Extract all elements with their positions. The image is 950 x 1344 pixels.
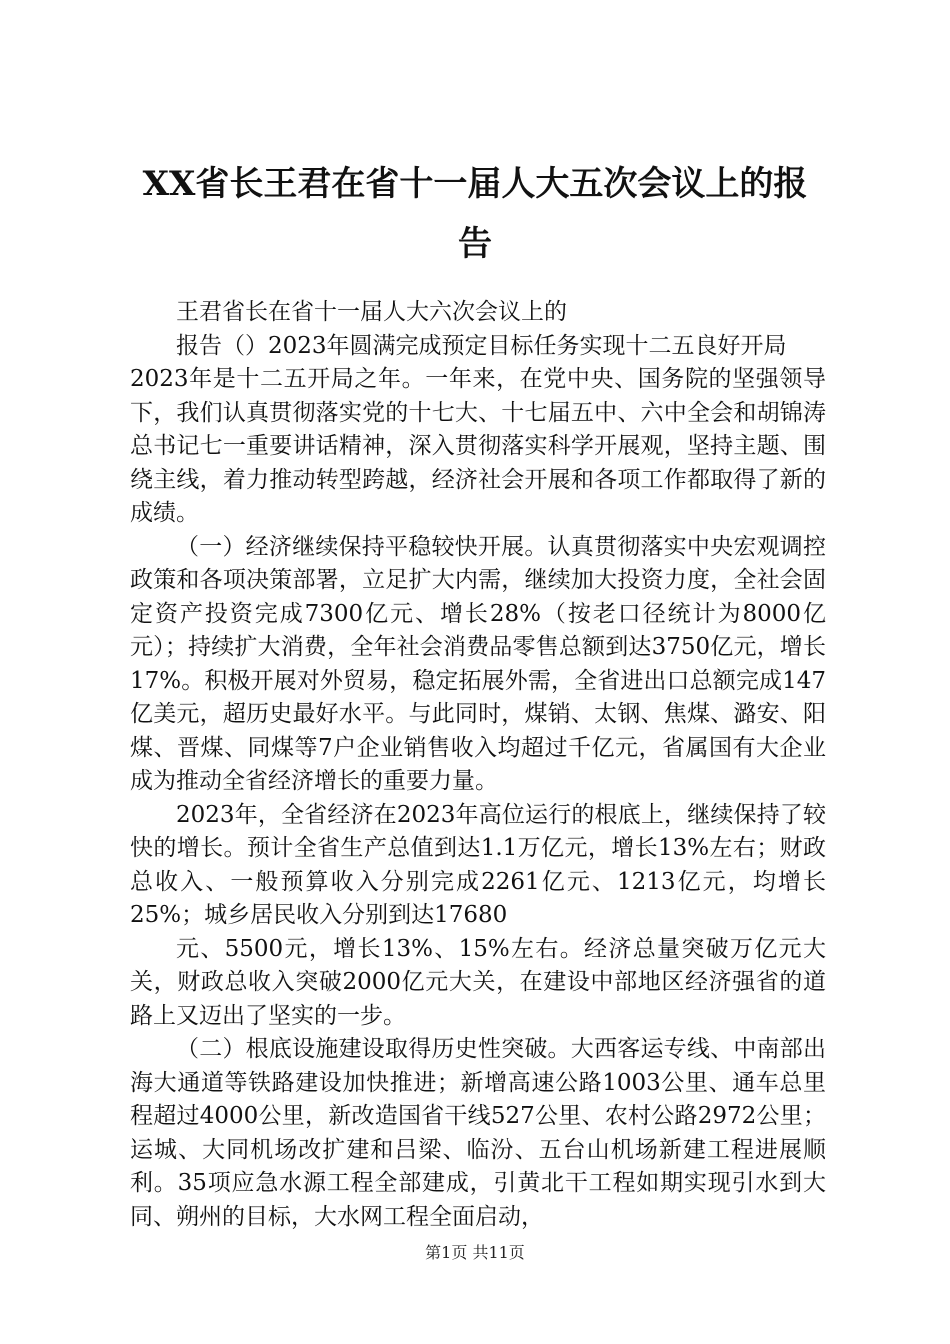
paragraph-economy: （一）经济继续保持平稳较快开展。认真贯彻落实中央宏观调控政策和各项决策部署，立足扩大内需，继续加大投资力度，全社会固定资产投资完成7300亿元、增长28%（按老口径统计为8000亿元）；持续扩大消费，全年社会消费品零售总额到达3750亿元，增长17%。积极开展对外贸易，稳定拓展外需，全省进出口总额完成147亿美元，超历史最好水平。与此同时，煤销、太钢、焦煤、潞安、阳煤、晋煤、同煤等7户企业销售收入均超过千亿元，省属国有大企业成为推动全省经济增长的重要力量。 <box>130 533 826 794</box>
paragraph-intro-1: 王君省长在省十一届人大六次会议上的 <box>176 299 567 325</box>
paragraph-intro-2: 报告（）2023年圆满完成预定目标任务实现十二五良好开局 <box>176 332 787 359</box>
document-body <box>130 296 826 1234</box>
page-footer: 第1页 共11页 <box>425 1243 525 1262</box>
document-title-line2: 告 <box>458 224 492 264</box>
paragraph-overview: 2023年是十二五开局之年。一年来，在党中央、国务院的坚强领导下，我们认真贯彻落实党的十七大、十七届五中、六中全会和胡锦涛总书记七一重要讲话精神，深入贯彻落实科学开展观，坚持主题、围绕主线，着力推动转型跨越，经济社会开展和各项工作都取得了新的成绩。 <box>130 366 826 526</box>
paragraph-growth: 2023年，全省经济在2023年高位运行的根底上，继续保持了较快的增长。预计全省生产总值到达1.1万亿元，增长13%左右；财政总收入、一般预算收入分别完成2261亿元、1213亿元，均增长25%；城乡居民收入分别到达17680 <box>130 801 826 928</box>
paragraph-infrastructure: （二）根底设施建设取得历史性突破。大西客运专线、中南部出海大通道等铁路建设加快推进；新增高速公路1003公里、通车总里程超过4000公里，新改造国省干线527公里、农村公路2972公里；运城、大同机场改扩建和吕梁、临汾、五台山机场新建工程进展顺利。35项应急水源工程全部建成，引黄北干工程如期实现引水到大同、朔州的目标，大水网工程全面启动， <box>130 1036 826 1230</box>
paragraph-growth-continued: 元、5500元，增长13%、15%左右。经济总量突破万亿元大关，财政总收入突破2000亿元大关，在建设中部地区经济强省的道路上又迈出了坚实的一步。 <box>130 935 826 1029</box>
document-title-line1: XX省长王君在省十一届人大五次会议上的报 <box>142 164 808 204</box>
